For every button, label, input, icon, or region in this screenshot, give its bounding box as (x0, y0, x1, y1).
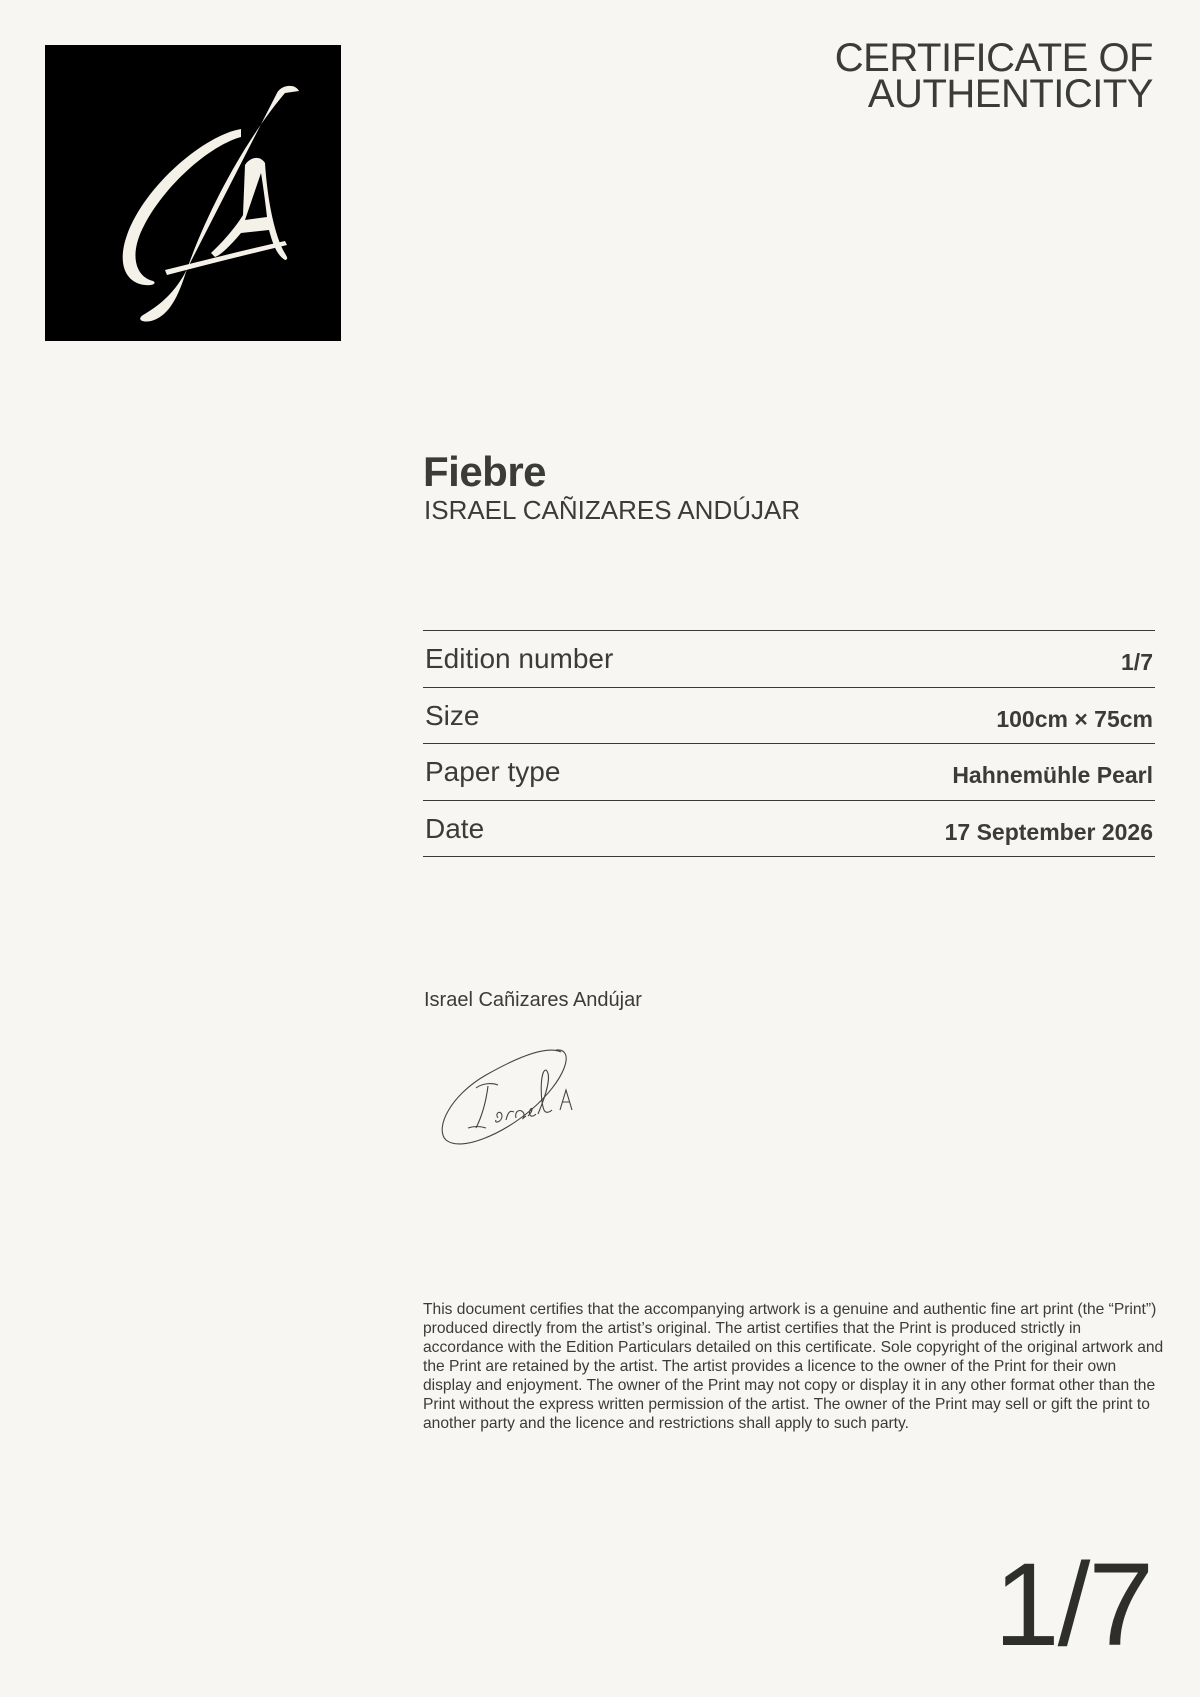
certificate-title-line1: CERTIFICATE OF (834, 36, 1153, 80)
detail-value: 100cm × 75cm (996, 705, 1153, 732)
artist-logo (45, 45, 341, 341)
edition-number-large: 1/7 (993, 1539, 1152, 1671)
detail-value: Hahnemühle Pearl (952, 762, 1153, 788)
detail-row-size (423, 688, 1155, 745)
monogram-icon (45, 45, 341, 341)
certificate-title (593, 36, 1153, 116)
handwritten-signature (436, 1040, 596, 1155)
detail-value: 1/7 (1121, 649, 1153, 675)
artwork-title: Fiebre (423, 448, 547, 495)
signer-name: Israel Cañizares Andújar (424, 989, 642, 1011)
detail-label: Size (425, 699, 480, 731)
certificate-title-line2: AUTHENTICITY (867, 72, 1153, 116)
detail-label: Paper type (425, 756, 561, 787)
detail-row-date (423, 801, 1155, 858)
artist-name: ISRAEL CAÑIZARES ANDÚJAR (424, 495, 801, 525)
edition-details-table (423, 630, 1155, 857)
detail-label: Date (425, 812, 485, 844)
detail-value: 17 September 2026 (944, 818, 1153, 845)
detail-label: Edition number (425, 643, 614, 674)
detail-row-edition (423, 631, 1155, 688)
signature-icon (436, 1040, 596, 1155)
detail-row-paper (423, 744, 1155, 801)
legal-statement: This document certifies that the accompanying artwork is a genuine and authentic fine art print (the “Print”) produced directly from the artist’s original. The artist certifies that the Print is produced strictly in accordance with the Edition Particulars detailed on this certificate. Sole copyright of the original artwork and the Print are retained by the artist. The artist provides a licence to the owner of the Print for their own display and enjoyment. The owner of the Print may not copy or display it in any other format other than the Print without the express written permission of the artist. The owner of the Print may sell or gift the print to another party and the licence and restrictions shall apply to such party. (423, 1301, 1164, 1432)
